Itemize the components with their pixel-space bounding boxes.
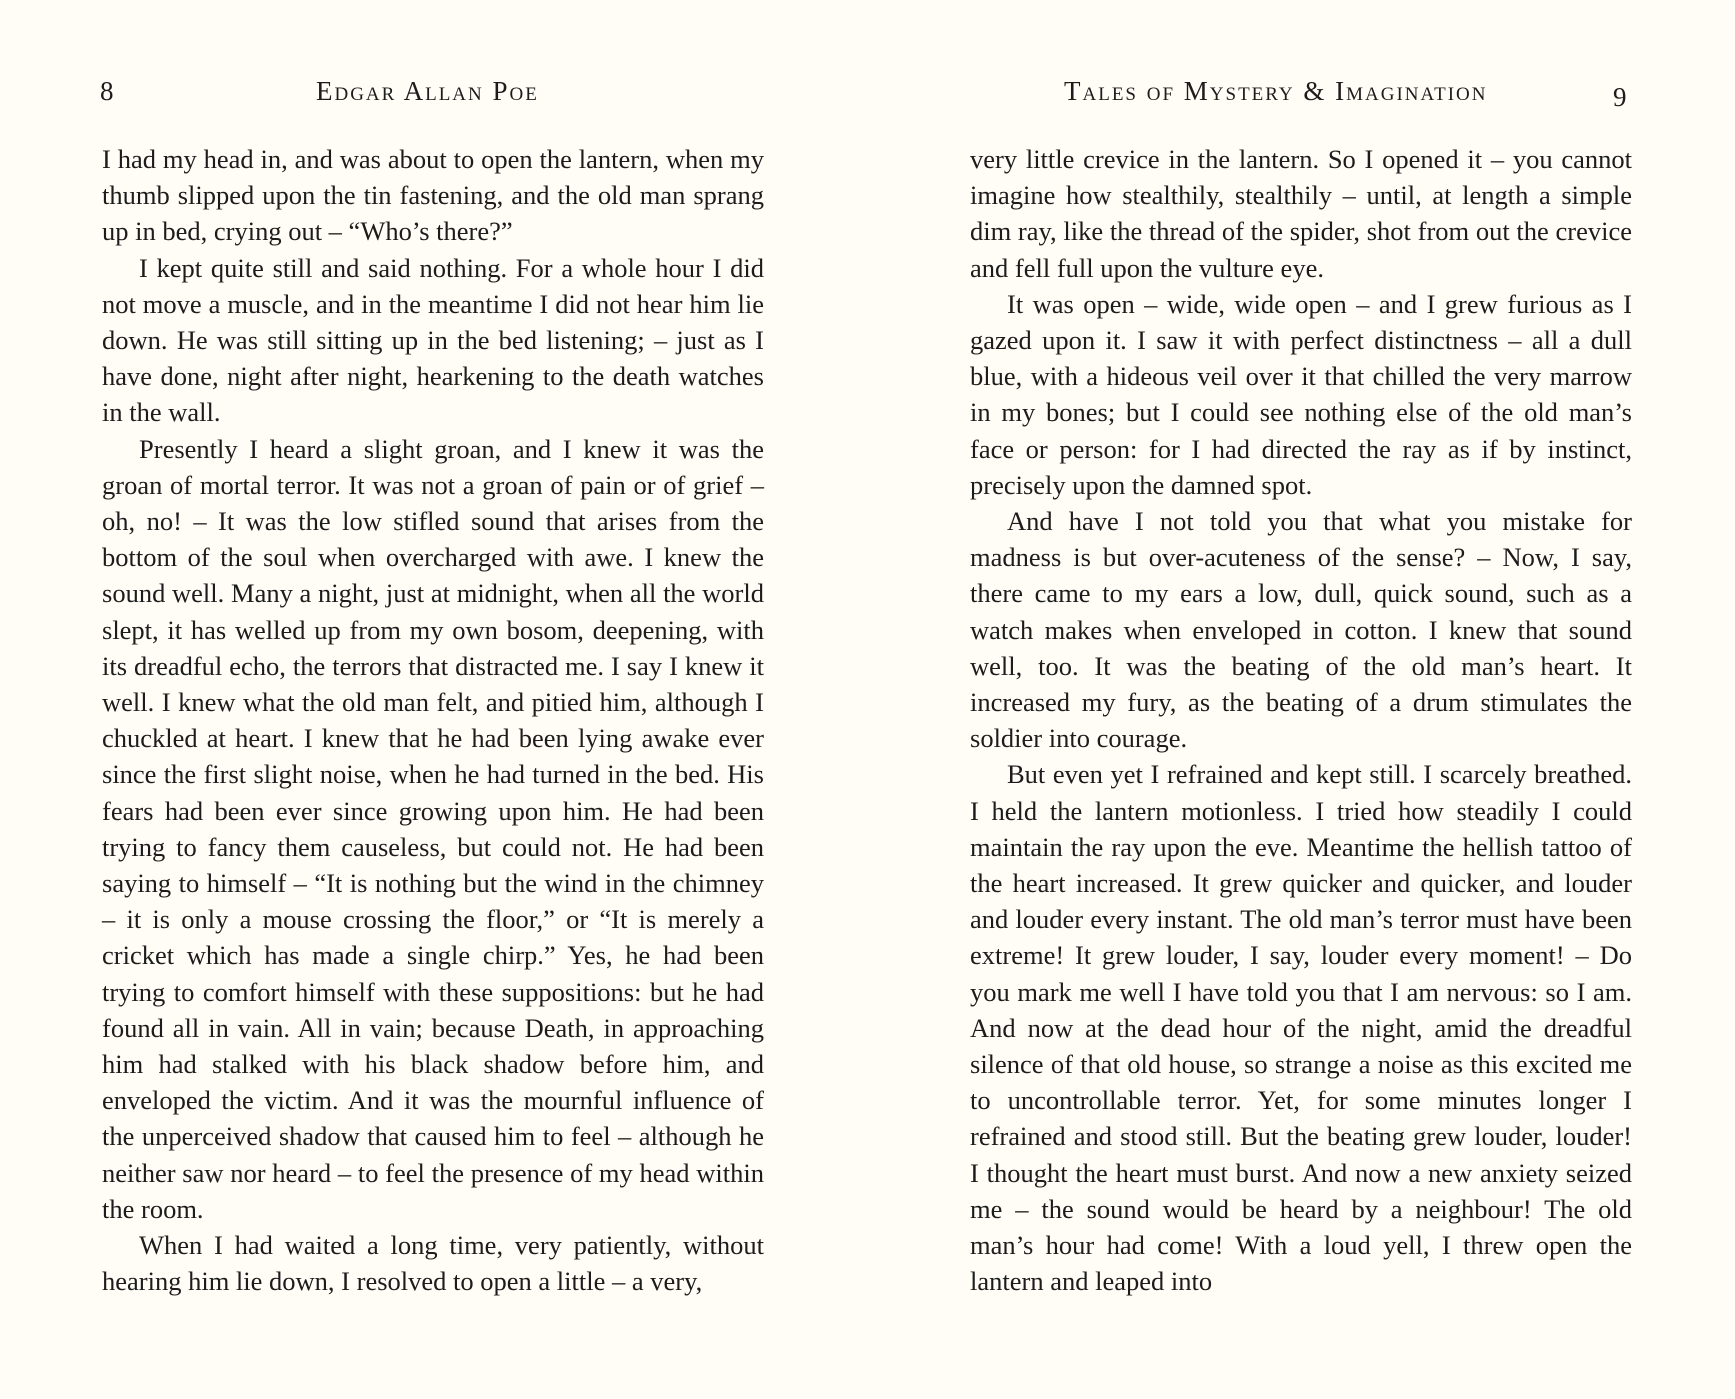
- running-head-author: Edgar Allan Poe: [316, 76, 539, 106]
- paragraph: Presently I heard a slight groan, and I knew it was the groan of mortal terror. It was not a groan of pain or of grief – oh, no! – It was the low stifled sound that arises from the bottom of the soul when overcharged with awe. I knew the sound well. Many a night, just at midnight, when all the world slept, it has welled up from my own bosom, deepening, with its dreadful echo, the terrors that distracted me. I say I knew it well. I knew what the old man felt, and pitied him, although I chuckled at heart. I knew that he had been lying awake ever since the first slight noise, when he had turned in the bed. His fears had been ever since growing upon him. He had been trying to fancy them causeless, but could not. He had been saying to himself – “It is nothing but the wind in the chimney – it is only a mouse crossing the floor,” or “It is merely a cricket which has made a single chirp.” Yes, he had been trying to comfort himself with these suppositions: but he had found all in vain. All in vain; because Death, in approaching him had stalked with his black shadow before him, and enveloped the victim. And it was the mournful influence of the unperceived shadow that caused him to feel – although he neither saw nor heard – to feel the presence of my head within the room.: [102, 433, 764, 1224]
- paragraph: But even yet I refrained and kept still. I scarcely breathed. I held the lantern motionless. I tried how steadily I could maintain the ray upon the eve. Meantime the hellish tattoo of the heart increased. It grew quicker and quicker, and louder and louder every instant. The old man’s terror must have been extreme! It grew louder, I say, louder every moment! – Do you mark me well I have told you that I am nervous: so I am. And now at the dead hour of the night, amid the dreadful silence of that old house, so strange a noise as this excited me to uncontrollable terror. Yet, for some minutes longer I refrained and stood still. But the beating grew louder, louder! I thought the heart must burst. And now a new anxiety seized me – the sound would be heard by a neighbour! The old man’s hour had come! With a loud yell, I threw open the lantern and leaped into: [970, 759, 1632, 1297]
- paragraph: It was open – wide, wide open – and I grew furious as I gazed upon it. I saw it with perfect distinctness – all a dull blue, with a hideous veil over it that chilled the very marrow in my bones; but I could see nothing else of the old man’s face or person: for I had directed the ray as if by instinct, precisely upon the damned spot.: [970, 288, 1632, 500]
- left-page: [0, 0, 867, 1399]
- page-number-left: 8: [100, 76, 114, 106]
- left-page-body: [102, 141, 764, 1300]
- paragraph: very little crevice in the lantern. So I opened it – you cannot imagine how stealthily, stealthily – until, at length a simple dim ray, like the thread of the spider, shot from out the crevice and fell full upon the vulture eye.: [970, 144, 1632, 283]
- paragraph: And have I not told you that what you mistake for madness is but over-acuteness of the sense? – Now, I say, there came to my ears a low, dull, quick sound, such as a watch makes when enveloped in cotton. I knew that sound well, too. It was the beating of the old man’s heart. It increased my fury, as the beating of a drum stimulates the soldier into courage.: [970, 506, 1632, 754]
- right-page: [867, 0, 1735, 1399]
- paragraph: I kept quite still and said nothing. For a whole hour I did not move a muscle, and in the meantime I did not hear him lie down. He was still sitting up in the bed listening; – just as I have done, night after night, hearkening to the death watches in the wall.: [102, 252, 764, 428]
- paragraph: I had my head in, and was about to open the lantern, when my thumb slipped upon the tin fastening, and the old man sprang up in bed, crying out – “Who’s there?”: [102, 144, 764, 247]
- right-page-body: [970, 141, 1632, 1300]
- paragraph: When I had waited a long time, very patiently, without hearing him lie down, I resolved to open a little – a very,: [102, 1230, 764, 1297]
- running-head-title: Tales of Mystery & Imagination: [1064, 76, 1488, 106]
- page-number-right: 9: [1613, 82, 1627, 112]
